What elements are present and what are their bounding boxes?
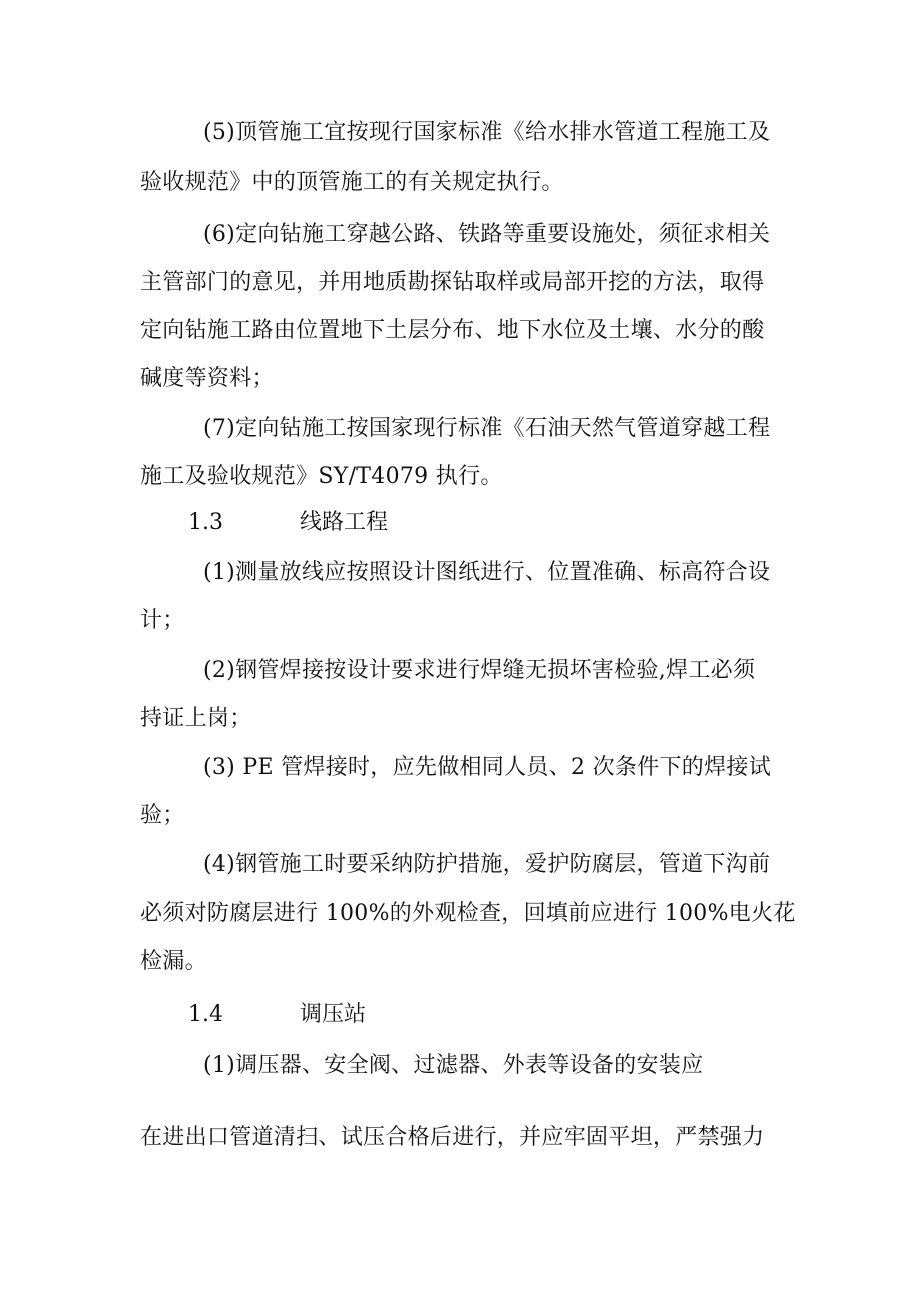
section-1-3-title: 线路工程	[300, 510, 389, 535]
paragraph-7-line-2: 施工及验收规范》SY/T4079 执行。	[140, 464, 503, 489]
paragraph-5-line-2: 验收规范》中的顶管施工的有关规定执行。	[140, 170, 564, 195]
paragraph-6-line-2: 主管部门的意见，并用地质勘探钻取样或局部开挖的方法，取得	[140, 270, 765, 295]
paragraph-6-line-3: 定向钻施工路由位置地下土层分布、地下水位及土壤、水分的酸	[140, 318, 765, 343]
section-1-3-item-1-line-2: 计；	[140, 608, 185, 633]
section-1-3-item-4-line-2: 必须对防腐层进行 100%的外观检查，回填前应进行 100%电火花	[140, 901, 796, 926]
section-1-3-item-3-line-1: (3) PE 管焊接时，应先做相同人员、2 次条件下的焊接试	[203, 755, 772, 780]
section-1-4-title: 调压站	[300, 1002, 367, 1027]
section-1-3-item-2-line-1: (2)钢管焊接按设计要求进行焊缝无损坏害检验,焊工必须	[203, 658, 756, 683]
paragraph-5-line-1: (5)顶管施工宜按现行国家标准《给水排水管道工程施工及	[203, 120, 771, 145]
section-1-3-item-1-line-1: (1)测量放线应按照设计图纸进行、位置准确、标高符合设	[203, 560, 771, 585]
paragraph-7-line-1: (7)定向钻施工按国家现行标准《石油天然气管道穿越工程	[203, 416, 771, 441]
section-1-3-item-4-line-1: (4)钢管施工时要采纳防护措施，爱护防腐层，管道下沟前	[203, 852, 771, 877]
section-1-3-item-3-line-2: 验；	[140, 803, 185, 828]
section-1-3-item-2-line-2: 持证上岗；	[140, 706, 252, 731]
section-1-4-item-1-line-1: (1)调压器、安全阀、过滤器、外表等设备的安装应	[203, 1053, 704, 1078]
section-1-3-number: 1.3	[188, 510, 223, 535]
section-1-3-item-4-line-3: 检漏。	[140, 949, 207, 974]
section-1-4-number: 1.4	[188, 1002, 223, 1027]
paragraph-6-line-4: 碱度等资料；	[140, 366, 274, 391]
section-1-4-item-1-line-2: 在进出口管道清扫、试压合格后进行，并应牢固平坦，严禁强力	[140, 1125, 765, 1150]
paragraph-6-line-1: (6)定向钻施工穿越公路、铁路等重要设施处，须征求相关	[203, 222, 771, 247]
